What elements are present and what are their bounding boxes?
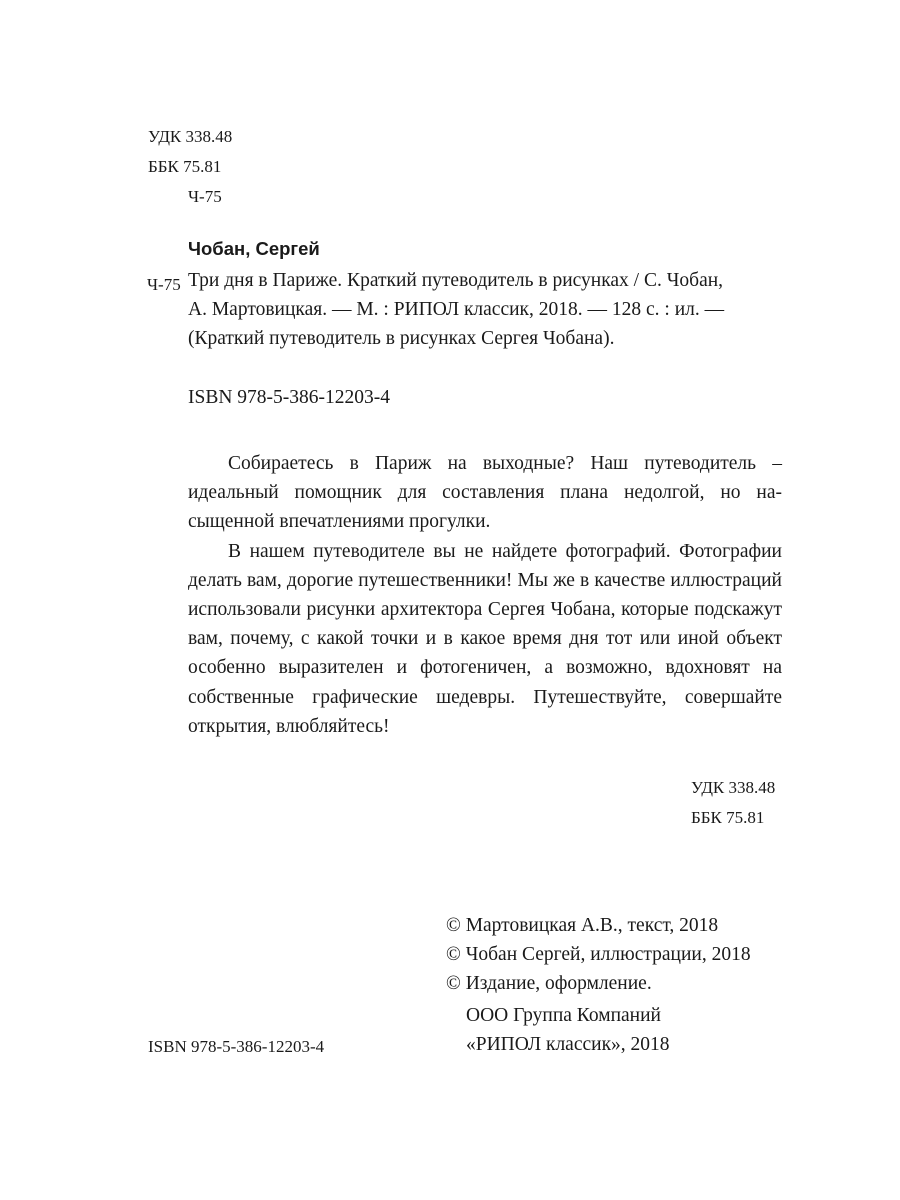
- isbn-footer: ISBN 978-5-386-12203-4: [148, 1037, 325, 1056]
- copyright-line-3: © Издание, оформление.: [446, 973, 652, 994]
- author-mark: Ч-75: [188, 187, 222, 206]
- margin-author-mark: Ч-75: [147, 275, 181, 294]
- bbk-code-right: ББК 75.81: [691, 808, 765, 827]
- copyright-line-4: ООО Группа Компаний: [466, 1005, 661, 1026]
- copyright-line-2: © Чобан Сергей, иллюстрации, 2018: [446, 944, 751, 965]
- description-line-2: А. Мартовицкая. — М. : РИПОЛ классик, 2018. — 128 с. : ил. —: [188, 299, 725, 320]
- author-heading: Чобан, Сергей: [188, 238, 320, 259]
- copyright-line-5: «РИПОЛ классик», 2018: [466, 1034, 670, 1055]
- udk-code-right: УДК 338.48: [691, 778, 776, 797]
- annotation-paragraph-2: В нашем путеводителе вы не найдете фотографий. Фотографии делать вам, дорогие путешественники! Мы же в качестве иллюстраций использовали рисунки архитектора Сергея Чобана, которые подскажут вам, почему, с какой точки и в какое время дня тот или иной объект особенно выразителен и фотогеничен, а возможно, вдохновят на собственные графические шедевры. Путешествуйте, совершайте открытия, влюбляйтесь!: [188, 540, 782, 737]
- annotation-paragraph-1: Собираетесь в Париж на выходные? Наш путеводитель – идеальный помощник для составления плана недолгой, но насыщенной впечатлениями прогулки.: [188, 453, 782, 533]
- bbk-code: ББК 75.81: [148, 157, 222, 176]
- udk-code: УДК 338.48: [148, 127, 233, 146]
- description-line-1: Три дня в Париже. Краткий путеводитель в рисунках / С. Чобан,: [188, 270, 724, 291]
- description-line-3: (Краткий путеводитель в рисунках Сергея Чобана).: [188, 328, 615, 349]
- isbn-record: ISBN 978-5-386-12203-4: [188, 387, 391, 408]
- copyright-line-1: © Мартовицкая А.В., текст, 2018: [446, 915, 719, 936]
- annotation: [188, 449, 782, 741]
